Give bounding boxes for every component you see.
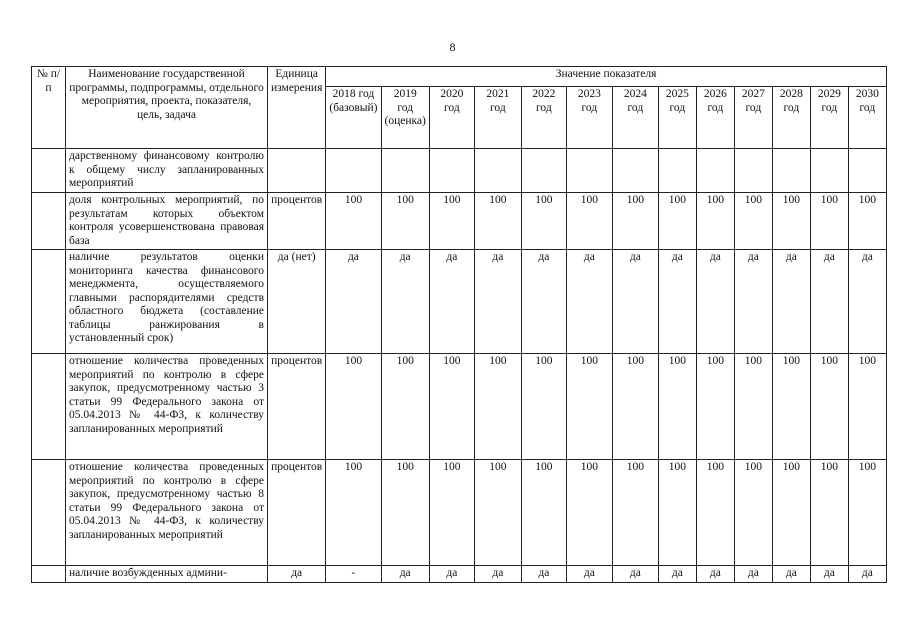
- indicator-value: да: [566, 566, 612, 583]
- row-num: [32, 566, 66, 583]
- indicator-value: да: [612, 566, 658, 583]
- indicator-value: [429, 149, 474, 193]
- row-num: [32, 250, 66, 354]
- table-row: [32, 149, 887, 193]
- header-values: Значение показателя: [326, 67, 887, 87]
- table-row: [32, 354, 887, 460]
- header-year: 2027 год: [734, 87, 772, 149]
- indicator-value: -: [326, 566, 381, 583]
- header-year: 2028 год: [772, 87, 810, 149]
- indicator-name: наличие возбужденных админи-: [66, 566, 268, 583]
- table-row: [32, 193, 887, 250]
- indicator-value: да: [772, 566, 810, 583]
- indicator-value: да: [429, 566, 474, 583]
- indicator-value: 100: [521, 193, 566, 250]
- indicator-value: 100: [658, 354, 696, 460]
- indicator-unit: процентов: [268, 460, 326, 566]
- indicator-value: 100: [429, 193, 474, 250]
- indicator-value: да: [734, 566, 772, 583]
- indicator-value: да: [474, 250, 521, 354]
- header-year: 2029 год: [810, 87, 848, 149]
- indicator-value: 100: [696, 193, 734, 250]
- indicator-value: да: [848, 566, 886, 583]
- indicator-value: да: [658, 250, 696, 354]
- indicator-value: да: [381, 566, 429, 583]
- indicator-value: да: [566, 250, 612, 354]
- indicator-value: [566, 149, 612, 193]
- header-num: № п/п: [32, 67, 66, 149]
- indicator-unit: да: [268, 566, 326, 583]
- indicator-value: 100: [381, 354, 429, 460]
- indicator-value: 100: [848, 354, 886, 460]
- row-num: [32, 460, 66, 566]
- indicator-value: 100: [612, 193, 658, 250]
- indicator-unit: [268, 149, 326, 193]
- indicator-value: 100: [848, 460, 886, 566]
- indicator-value: да: [658, 566, 696, 583]
- indicator-value: 100: [810, 193, 848, 250]
- indicator-value: 100: [612, 460, 658, 566]
- indicator-value: да: [810, 566, 848, 583]
- indicator-name: дарственному финансовому контролю к общему числу запланированных мероприятий: [66, 149, 268, 193]
- header-unit: Единица измерения: [268, 67, 326, 149]
- indicator-value: да: [521, 250, 566, 354]
- header-name: Наименование государственной программы, подпрограммы, отдельного мероприятия, проекта, показателя, цель, задача: [66, 67, 268, 149]
- indicator-value: 100: [658, 460, 696, 566]
- table-row: [32, 460, 887, 566]
- indicator-value: 100: [429, 354, 474, 460]
- indicator-value: 100: [734, 354, 772, 460]
- indicator-value: [326, 149, 381, 193]
- row-num: [32, 149, 66, 193]
- indicator-value: 100: [658, 193, 696, 250]
- indicator-name: отношение количества проведенных мероприятий по контролю в сфере закупок, предусмотренному частью 3 статьи 99 Федерального закона от 05.04.2013 № 44-ФЗ, к количеству запланированных мероприятий: [66, 354, 268, 460]
- indicator-value: [810, 149, 848, 193]
- indicator-value: да: [326, 250, 381, 354]
- header-year: 2023 год: [566, 87, 612, 149]
- row-num: [32, 193, 66, 250]
- indicator-unit: да (нет): [268, 250, 326, 354]
- indicator-value: 100: [521, 460, 566, 566]
- indicator-value: да: [474, 566, 521, 583]
- indicator-value: да: [696, 566, 734, 583]
- header-year: 2018 год (базовый): [326, 87, 381, 149]
- indicator-value: 100: [326, 460, 381, 566]
- indicator-value: 100: [326, 354, 381, 460]
- indicator-value: да: [848, 250, 886, 354]
- indicator-value: 100: [696, 354, 734, 460]
- indicator-value: да: [612, 250, 658, 354]
- header-year: 2021 год: [474, 87, 521, 149]
- page-number: 8: [449, 40, 456, 54]
- indicator-value: [734, 149, 772, 193]
- indicator-value: 100: [521, 354, 566, 460]
- row-num: [32, 354, 66, 460]
- header-year: 2026 год: [696, 87, 734, 149]
- indicator-value: 100: [734, 460, 772, 566]
- header-year: 2030 год: [848, 87, 886, 149]
- indicator-value: 100: [474, 354, 521, 460]
- indicator-value: 100: [772, 193, 810, 250]
- indicator-value: 100: [474, 460, 521, 566]
- indicator-value: [474, 149, 521, 193]
- indicator-value: 100: [381, 460, 429, 566]
- indicator-value: 100: [772, 460, 810, 566]
- indicator-value: 100: [429, 460, 474, 566]
- indicator-value: 100: [474, 193, 521, 250]
- indicator-value: [658, 149, 696, 193]
- indicator-value: 100: [848, 193, 886, 250]
- indicator-value: [772, 149, 810, 193]
- indicator-name: доля контрольных мероприятий, по результатам которых объектом контроля усовершенствована правовая база: [66, 193, 268, 250]
- indicator-value: [521, 149, 566, 193]
- header-year: 2025 год: [658, 87, 696, 149]
- indicator-value: 100: [326, 193, 381, 250]
- indicator-value: [381, 149, 429, 193]
- indicator-value: да: [734, 250, 772, 354]
- header-year: 2022 год: [521, 87, 566, 149]
- indicator-value: да: [810, 250, 848, 354]
- indicator-value: да: [772, 250, 810, 354]
- indicator-name: отношение количества проведенных мероприятий по контролю в сфере закупок, предусмотренному частью 8 статьи 99 Федерального закона от 05.04.2013 № 44-ФЗ, к количеству запланированных мероприятий: [66, 460, 268, 566]
- indicator-value: 100: [810, 354, 848, 460]
- indicator-value: [696, 149, 734, 193]
- table-row: [32, 250, 887, 354]
- indicator-value: да: [381, 250, 429, 354]
- table-row: [32, 566, 887, 583]
- indicator-value: 100: [566, 193, 612, 250]
- indicator-value: 100: [810, 460, 848, 566]
- indicator-unit: процентов: [268, 354, 326, 460]
- indicator-value: 100: [612, 354, 658, 460]
- header-year: 2024 год: [612, 87, 658, 149]
- indicator-name: наличие результатов оценки мониторинга качества финансового менеджмента, осуществляемого главными распорядителями средств областного бюджета (составление таблицы ранжирования в установленный срок): [66, 250, 268, 354]
- indicator-value: [612, 149, 658, 193]
- indicators-table: [31, 66, 887, 583]
- indicator-value: 100: [566, 460, 612, 566]
- indicator-value: [848, 149, 886, 193]
- indicator-unit: процентов: [268, 193, 326, 250]
- indicator-value: 100: [734, 193, 772, 250]
- indicator-value: да: [696, 250, 734, 354]
- indicator-value: да: [521, 566, 566, 583]
- indicator-value: да: [429, 250, 474, 354]
- indicator-value: 100: [696, 460, 734, 566]
- indicator-value: 100: [772, 354, 810, 460]
- indicator-value: 100: [381, 193, 429, 250]
- indicator-value: 100: [566, 354, 612, 460]
- header-year: 2020 год: [429, 87, 474, 149]
- header-year: 2019 год (оценка): [381, 87, 429, 149]
